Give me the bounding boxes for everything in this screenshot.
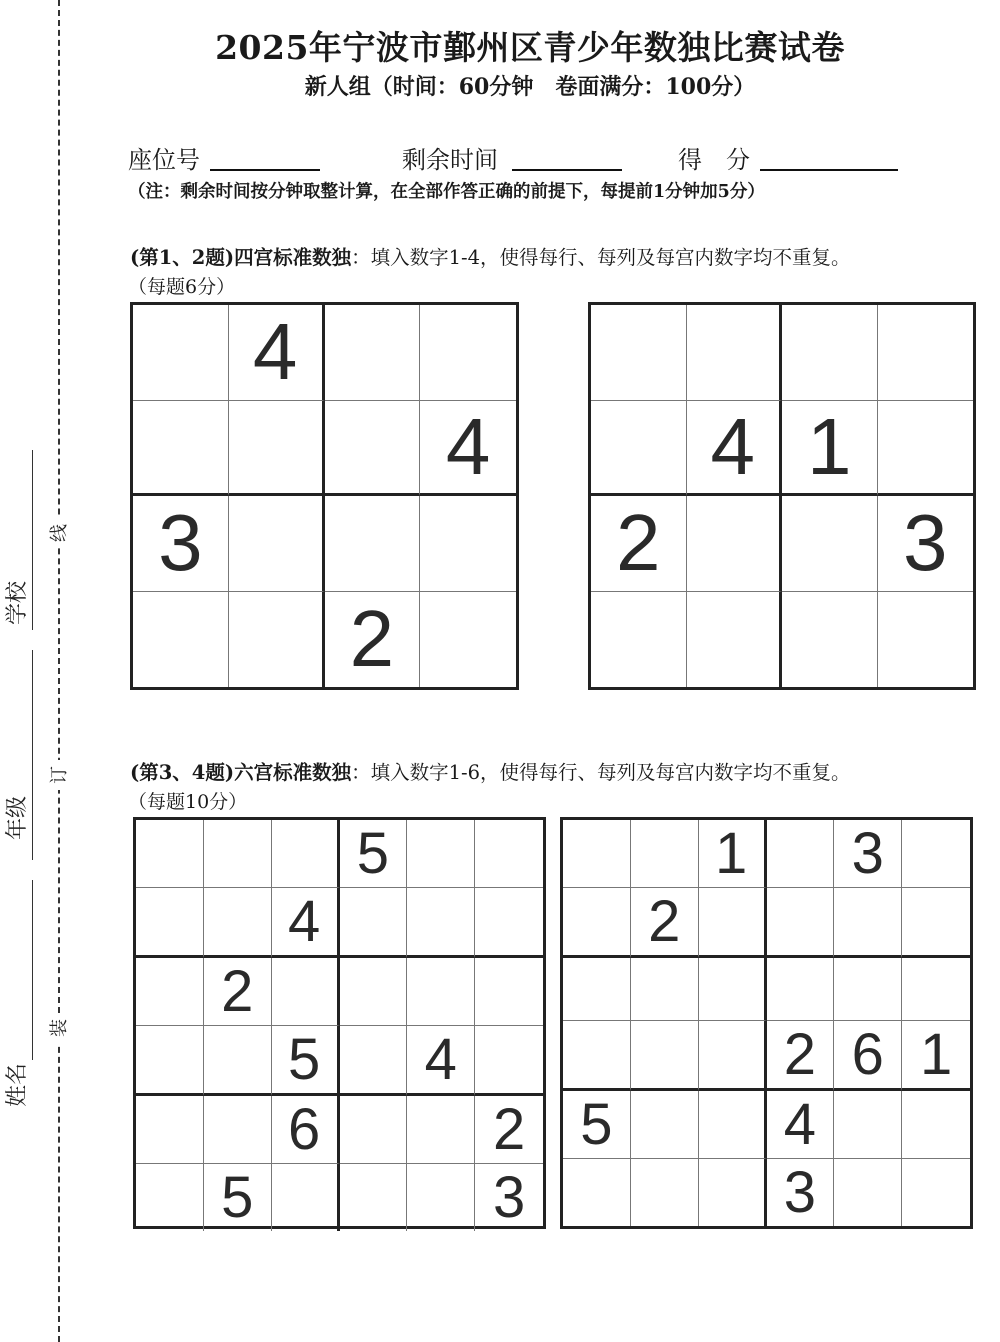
sudoku-cell[interactable]: 2 — [591, 496, 687, 592]
sudoku-cell[interactable] — [687, 496, 783, 592]
section1-score: （每题6分） — [128, 276, 236, 298]
sudoku-cell[interactable]: 5 — [563, 1091, 631, 1159]
sudoku-cell[interactable] — [591, 592, 687, 688]
sudoku-cell[interactable] — [136, 888, 204, 958]
sudoku-cell[interactable] — [272, 820, 340, 888]
sudoku-cell[interactable] — [591, 305, 687, 401]
sudoku-cell[interactable] — [229, 496, 325, 592]
sudoku-cell[interactable] — [687, 305, 783, 401]
sudoku-cell[interactable] — [631, 1021, 699, 1091]
sudoku-cell[interactable] — [204, 888, 272, 958]
sudoku-cell[interactable] — [782, 496, 878, 592]
page-subtitle: 新人组（时间：60分钟 卷面满分：100分） — [304, 74, 756, 100]
sudoku-cell[interactable] — [325, 496, 421, 592]
sudoku-cell[interactable] — [420, 496, 516, 592]
seat-blank[interactable] — [210, 169, 320, 171]
sudoku-cell[interactable] — [631, 1091, 699, 1159]
sudoku-cell[interactable] — [136, 1096, 204, 1164]
sudoku-cell[interactable] — [133, 592, 229, 688]
sudoku-cell[interactable] — [591, 401, 687, 497]
sudoku-cell[interactable] — [340, 1164, 408, 1231]
section1-desc: ：填入数字1-4，使得每行、每列及每宫内数字均不重复。 — [351, 246, 851, 269]
sudoku-cell[interactable] — [563, 958, 631, 1021]
section2-score: （每题10分） — [128, 791, 248, 813]
section2-heading: (第3、4题)六宫标准数独 — [130, 761, 352, 784]
sudoku-cell[interactable] — [407, 888, 475, 958]
sudoku-4x4-puzzle-2 — [588, 302, 976, 690]
sudoku-cell[interactable]: 3 — [767, 1159, 835, 1226]
sudoku-cell[interactable]: 2 — [767, 1021, 835, 1091]
sudoku-cell[interactable] — [563, 888, 631, 958]
sudoku-cell[interactable] — [475, 820, 543, 888]
sudoku-cell[interactable] — [902, 888, 970, 958]
sudoku-cell[interactable] — [699, 958, 767, 1021]
sudoku-cell[interactable] — [204, 820, 272, 888]
sudoku-cell[interactable] — [687, 592, 783, 688]
sudoku-6x6-puzzle-4 — [560, 817, 973, 1229]
section2-desc: ：填入数字1-6，使得每行、每列及每宫内数字均不重复。 — [351, 761, 851, 784]
sudoku-cell[interactable] — [878, 305, 974, 401]
sudoku-cell[interactable] — [340, 1026, 408, 1096]
sudoku-cell[interactable] — [475, 958, 543, 1026]
sudoku-cell[interactable] — [272, 1164, 340, 1231]
sudoku-cell[interactable] — [475, 888, 543, 958]
sudoku-cell[interactable]: 4 — [767, 1091, 835, 1159]
sudoku-cell[interactable] — [563, 820, 631, 888]
sudoku-cell[interactable] — [407, 820, 475, 888]
sudoku-cell[interactable] — [325, 401, 421, 497]
section1-heading: (第1、2题)四宫标准数独 — [130, 246, 352, 269]
sudoku-cell[interactable] — [699, 888, 767, 958]
sudoku-cell[interactable] — [136, 1164, 204, 1231]
sudoku-cell[interactable] — [475, 1026, 543, 1096]
sudoku-cell[interactable] — [204, 1026, 272, 1096]
sudoku-cell[interactable] — [229, 401, 325, 497]
grade-label: 年级 — [5, 796, 30, 841]
sudoku-cell[interactable] — [420, 305, 516, 401]
sudoku-cell[interactable] — [340, 958, 408, 1026]
sudoku-cell[interactable]: 2 — [631, 888, 699, 958]
sudoku-cell[interactable] — [902, 958, 970, 1021]
school-label: 学校 — [5, 581, 30, 626]
section2-title — [130, 757, 851, 785]
sudoku-cell[interactable]: 4 — [687, 401, 783, 497]
seat-label: 座位号 — [128, 146, 200, 174]
sudoku-cell[interactable] — [902, 820, 970, 888]
sudoku-cell[interactable] — [631, 820, 699, 888]
sudoku-cell[interactable] — [878, 401, 974, 497]
sudoku-6x6-puzzle-3 — [133, 817, 546, 1229]
sudoku-cell[interactable] — [340, 888, 408, 958]
sudoku-cell[interactable] — [699, 1021, 767, 1091]
sudoku-cell[interactable] — [407, 1164, 475, 1231]
sudoku-cell[interactable] — [834, 1159, 902, 1226]
sudoku-cell[interactable] — [631, 958, 699, 1021]
sudoku-cell[interactable] — [878, 592, 974, 688]
sudoku-cell[interactable]: 2 — [475, 1096, 543, 1164]
sudoku-cell[interactable]: 4 — [272, 888, 340, 958]
sudoku-cell[interactable] — [136, 820, 204, 888]
sudoku-cell[interactable]: 6 — [272, 1096, 340, 1164]
sudoku-cell[interactable] — [204, 1096, 272, 1164]
sudoku-cell[interactable] — [563, 1021, 631, 1091]
note-text: （注：剩余时间按分钟取整计算，在全部作答正确的前提下，每提前1分钟加5分） — [128, 182, 765, 202]
page-title: 2025年宁波市鄞州区青少年数独比赛试卷 — [215, 28, 845, 67]
sudoku-cell[interactable] — [136, 1026, 204, 1096]
sudoku-cell[interactable]: 3 — [492, 1165, 526, 1230]
sudoku-cell[interactable] — [834, 958, 902, 1021]
sudoku-cell[interactable] — [699, 1091, 767, 1159]
name-blank-line — [32, 880, 33, 1060]
sudoku-cell[interactable]: 3 — [133, 496, 229, 592]
sudoku-cell[interactable] — [834, 888, 902, 958]
sudoku-cell[interactable]: 4 — [407, 1026, 475, 1096]
binding-dashed-line — [58, 0, 60, 1342]
sudoku-cell[interactable]: 5 — [272, 1026, 340, 1096]
sudoku-cell[interactable] — [407, 1096, 475, 1164]
binding-mark-zhuang: 装 — [45, 1013, 75, 1043]
sudoku-cell[interactable] — [272, 958, 340, 1026]
sudoku-cell[interactable] — [563, 1159, 631, 1226]
score-label: 得 分 — [678, 146, 750, 174]
sudoku-cell[interactable]: 5 — [340, 820, 408, 888]
sudoku-cell[interactable]: 4 — [420, 401, 516, 497]
sudoku-cell[interactable] — [767, 820, 835, 888]
sudoku-cell[interactable]: 6 — [834, 1021, 902, 1091]
sudoku-cell[interactable] — [133, 305, 229, 401]
sudoku-cell[interactable]: 5 — [204, 1164, 272, 1231]
binding-mark-line: 线 — [45, 518, 75, 548]
score-blank[interactable] — [760, 169, 898, 171]
sudoku-cell[interactable] — [767, 958, 835, 1021]
sudoku-cell[interactable] — [325, 305, 421, 401]
name-label: 姓名 — [5, 1063, 30, 1108]
sudoku-cell[interactable]: 1 — [902, 1021, 970, 1091]
time-left-blank[interactable] — [512, 169, 622, 171]
sudoku-cell[interactable]: 2 — [204, 958, 272, 1026]
sudoku-cell[interactable] — [136, 958, 204, 1026]
sudoku-cell[interactable] — [782, 305, 878, 401]
sudoku-cell[interactable] — [767, 888, 835, 958]
sudoku-cell[interactable] — [902, 1091, 970, 1159]
sudoku-cell[interactable] — [407, 958, 475, 1026]
sudoku-cell[interactable]: 2 — [325, 592, 421, 688]
section1-title — [130, 242, 851, 270]
sudoku-cell[interactable]: 1 — [699, 820, 767, 888]
sudoku-cell[interactable] — [782, 592, 878, 688]
sudoku-cell[interactable]: 1 — [782, 401, 878, 497]
sudoku-cell[interactable] — [834, 1091, 902, 1159]
sudoku-cell[interactable] — [902, 1159, 970, 1226]
sudoku-cell[interactable]: 3 — [878, 496, 974, 592]
sudoku-cell[interactable] — [631, 1159, 699, 1226]
sudoku-cell[interactable] — [229, 592, 325, 688]
sudoku-4x4-puzzle-1 — [130, 302, 519, 690]
binding-mark-ding: 订 — [45, 760, 75, 790]
time-left-label: 剩余时间 — [402, 146, 498, 174]
sudoku-cell[interactable] — [340, 1096, 408, 1164]
sudoku-cell[interactable]: 3 — [834, 820, 902, 888]
sudoku-cell[interactable]: 4 — [229, 305, 325, 401]
sudoku-cell[interactable] — [420, 592, 516, 688]
sudoku-cell[interactable] — [133, 401, 229, 497]
sudoku-cell[interactable] — [699, 1159, 767, 1226]
